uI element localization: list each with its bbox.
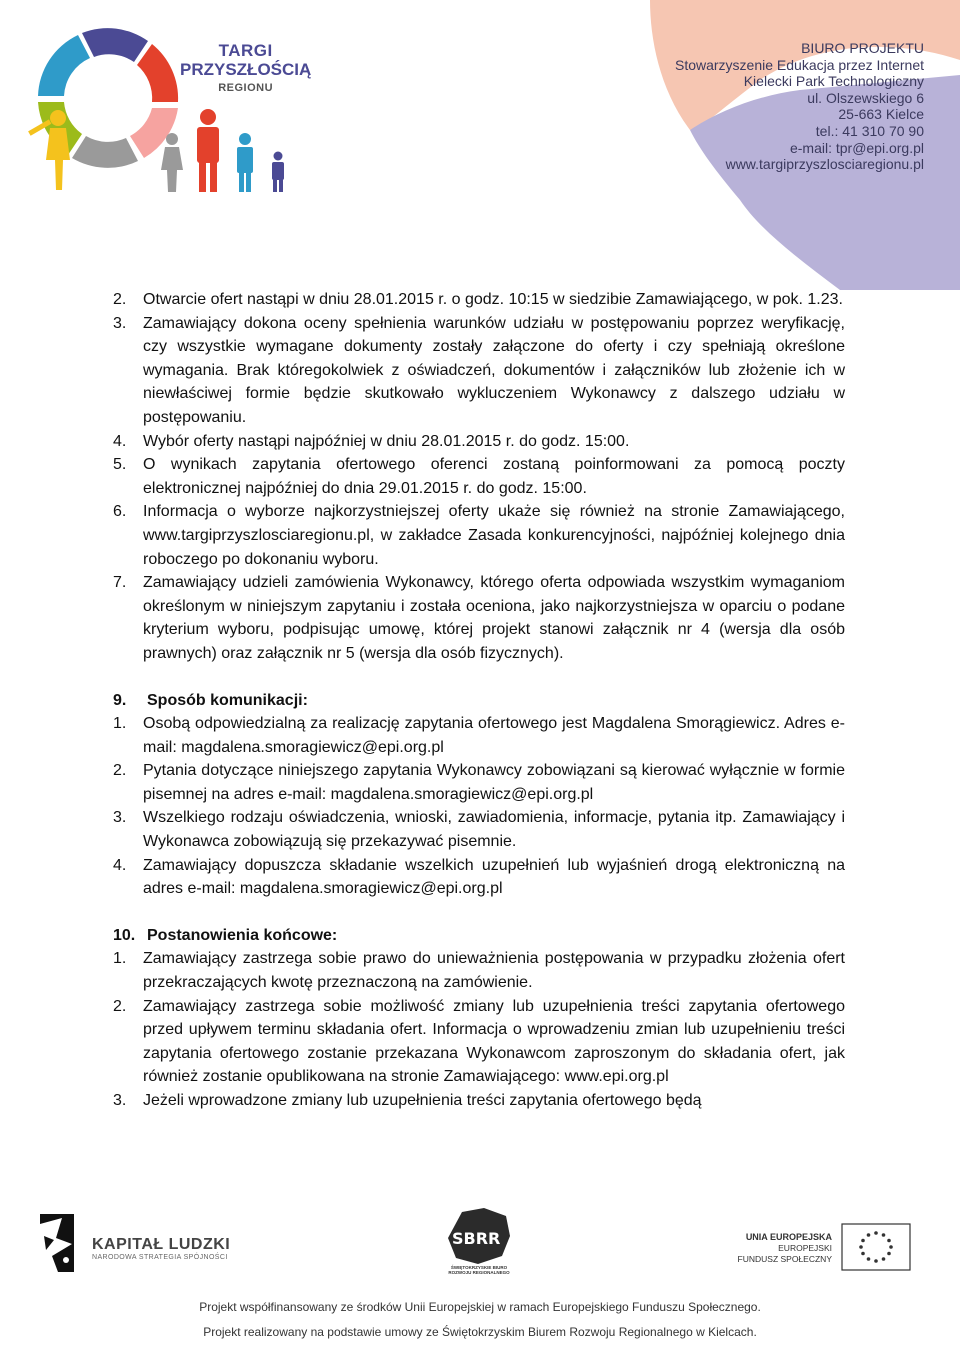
item-text: Jeżeli wprowadzone zmiany lub uzupełnienia treści zapytania ofertowego będą (143, 1092, 702, 1109)
item-text: Otwarcie ofert nastąpi w dniu 28.01.2015 r. o godz. 10:15 w siedzibie Zamawiającego, w pok. 1.23. (143, 291, 843, 308)
section-title: Sposób komunikacji: (147, 691, 308, 709)
eu-flag-icon (842, 1224, 910, 1270)
item-text: Zamawiający dopuszcza składanie wszelkich uzupełnień lub wyjaśnień drogą elektroniczną na adres e-mail: magdalena.smoragiewicz@epi.org.pl (143, 856, 845, 898)
person-blue-icon (237, 133, 253, 192)
item-number: 4. (113, 432, 127, 450)
list-item (113, 854, 845, 901)
item-text: Wybór oferty nastąpi najpóźniej w dniu 28.01.2015 r. do godz. 15:00. (143, 432, 630, 450)
eu-text (728, 1232, 832, 1265)
logo-title-line1: TARGI (218, 41, 273, 60)
section-number: 9. (113, 691, 127, 709)
logo-title (180, 42, 311, 96)
list-item (113, 947, 845, 994)
item-text: Wszelkiego rodzaju oświadczenia, wnioski, zawiadomienia, informacje, pytania itp. Zamawiający i Wykonawca zobowiązują się przekazywać pisemnie. (143, 809, 845, 851)
section-heading-communication (113, 689, 845, 713)
item-number: 2. (113, 291, 127, 308)
list-item (113, 453, 845, 500)
list-item (113, 430, 845, 454)
item-text: Pytania dotyczące niniejszego zapytania Wykonawcy zobowiązani są kierować wyłącznie w formie pisemnej na adres e-mail: magdalena.smoragiewicz@epi.org.pl (143, 762, 845, 803)
list-item (113, 995, 845, 1089)
person-navy-icon (272, 152, 284, 193)
section-number: 10. (113, 926, 136, 944)
item-number: 2. (113, 762, 127, 780)
section-title: Postanowienia końcowe: (147, 926, 338, 944)
office-line: BIURO PROJEKTU (801, 40, 924, 56)
list-item (113, 1089, 845, 1113)
person-gray-icon (161, 133, 183, 192)
item-text: Osobą odpowiedzialną za realizację zapytania ofertowego jest Magdalena Smorągiewicz. Adres e-mail: magdalena.smoragiewicz@epi.org.pl (143, 715, 845, 756)
item-number: 1. (113, 715, 127, 733)
list-item (113, 288, 845, 312)
office-email[interactable]: e-mail: tpr@epi.org.pl (789, 139, 924, 156)
item-text: Zamawiający udzieli zamówienia Wykonawcy, którego oferta odpowiada wszystkim wymaganiom określonym w niniejszym zapytaniu i została oceniona, jako najkorzystniejsza w oparciu o podane kryterium wyboru, podpisując umowę, której projekt stanowi załącznik nr 4 (wersja dla osób prawnych) oraz załącznik nr 5 (wersja dla osób fizycznych). (143, 574, 845, 662)
logo-title-line2: PRZYSZŁOŚCIĄ (180, 60, 312, 79)
logo-title-line3: REGIONU (218, 82, 274, 94)
section-heading-final-provisions (113, 924, 845, 948)
item-text: Informacja o wyborze najkorzystniejszej oferty ukaże się również na stronie Zamawiającego, www.targiprzyszlosciaregionu.pl, w zakładce Zasada konkurencyjności, najpóźniej kolejnego dnia roboczego po dokonaniu wyboru. (143, 503, 845, 568)
eu-line1: UNIA EUROPEJSKA (745, 1232, 832, 1242)
footer-note-agreement: Projekt realizowany na podstawie umowy ze Świętokrzyskim Biurem Rozwoju Regionalnego w Kielcach. (203, 1325, 757, 1339)
item-number: 1. (113, 950, 127, 968)
item-number: 3. (113, 314, 127, 332)
office-website[interactable]: www.targiprzyszlosciaregionu.pl (725, 156, 924, 173)
person-yellow-icon (28, 110, 70, 190)
office-line: Stowarzyszenie Edukacja przez Internet (674, 56, 924, 73)
list-item (113, 806, 845, 853)
office-line: Kielecki Park Technologiczny (743, 73, 924, 90)
kapital-ludzki-logo-icon (40, 1214, 74, 1272)
targi-logo (0, 0, 300, 200)
item-number: 3. (113, 809, 127, 827)
item-text: Zamawiający zastrzega sobie prawo do unieważnienia postępowania w przypadku złożenia ofert przekraczających kwotę przeznaczoną na zamówienie. (143, 950, 845, 992)
kapital-ludzki-subtitle: NARODOWA STRATEGIA SPÓJNOŚCI (92, 1254, 228, 1261)
sbrr-caption: ŚWIĘTOKRZYSKIE BIURO ROZWOJU REGIONALNEGO (448, 1265, 510, 1275)
eu-line3: FUNDUSZ SPOŁECZNY (737, 1254, 832, 1264)
item-number: 4. (113, 856, 127, 874)
footer-note-cofinanced: Projekt współfinansowany ze środków Unii Europejskiej w ramach Europejskiego Funduszu Społecznego. (199, 1300, 761, 1314)
kapital-ludzki-text (92, 1236, 230, 1261)
item-number: 2. (113, 997, 127, 1015)
list-item (113, 571, 845, 665)
office-line: ul. Olszewskiego 6 (807, 89, 924, 106)
item-number: 7. (113, 574, 127, 592)
item-text: O wynikach zapytania ofertowego oferenci zostaną poinformowani za pomocą poczty elektronicznej najpóźniej do dnia 29.01.2015 r. do godz. 15:00. (143, 456, 845, 497)
office-line: 25-663 Kielce (838, 106, 924, 123)
list-item (113, 500, 845, 571)
office-line: tel.: 41 310 70 90 (815, 122, 924, 139)
kapital-ludzki-title: KAPITAŁ LUDZKI (92, 1236, 231, 1253)
person-red-icon (197, 109, 219, 192)
item-number: 6. (113, 503, 127, 521)
office-address-block (675, 40, 924, 173)
list-item (113, 312, 845, 430)
document-body (113, 288, 845, 1113)
list-item (113, 759, 845, 806)
sbrr-logo-icon (448, 1208, 510, 1264)
list-item (113, 712, 845, 759)
item-text: Zamawiający dokona oceny spełnienia warunków udziału w postępowaniu poprzez weryfikację, czy wszystkie wymagane dokumenty zostały załączone do oferty i czy spełniają określone wymagania. Brak któregokolwiek z oświadczeń, dokumentów i załączników lub złożenie ich w niewłaściwej formie będzie skutkowało wykluczeniem Wykonawcy z dalszego udziału w postępowaniu. (143, 314, 845, 426)
item-number: 3. (113, 1092, 127, 1109)
eu-line2: EUROPEJSKI (778, 1243, 832, 1253)
item-text: Zamawiający zastrzega sobie możliwość zmiany lub uzupełnienia treści zapytania ofertowego przed upływem terminu składania ofert. Informacja o wprowadzeniu zmian lub uzupełnieniu treści zapytania ofertowego zostanie przekazana Wykonawcom zaproszonym do składania ofert, jak również zostanie opublikowana na stronie Zamawiającego: www.epi.org.pl (143, 997, 845, 1086)
item-number: 5. (113, 456, 127, 474)
svg-text:SBRR: SBRR (452, 1229, 501, 1248)
